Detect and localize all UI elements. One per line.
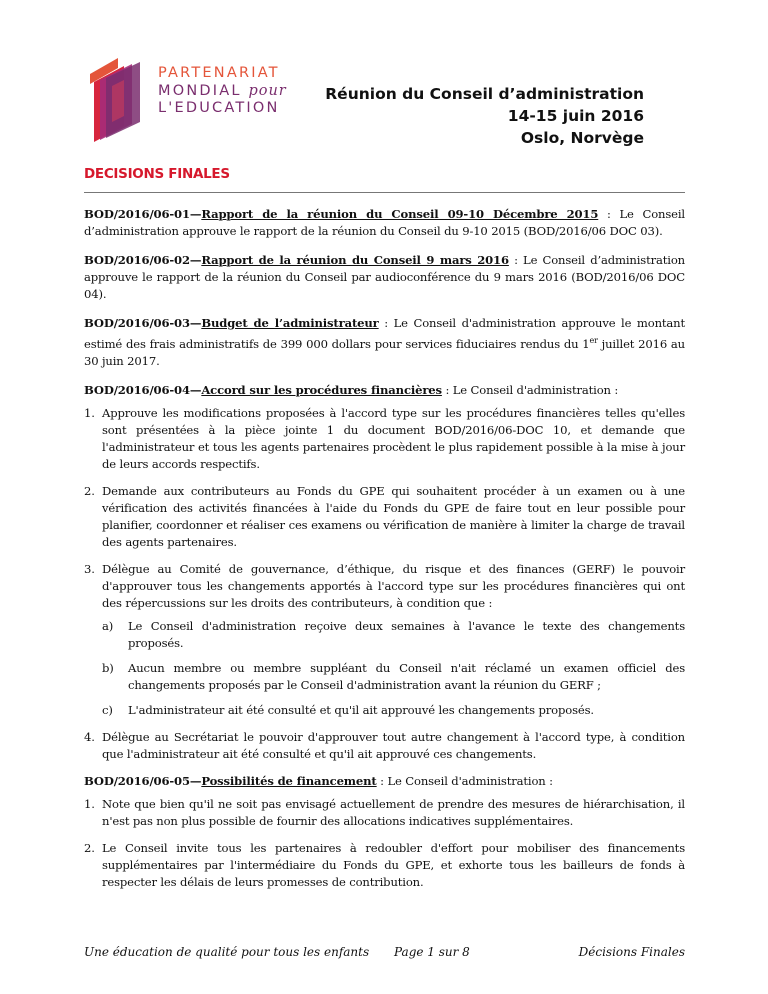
superscript: er <box>589 336 598 345</box>
page-number: Page 1 sur 8 <box>394 945 470 959</box>
decision-text: : Le Conseil d'administration approuve le montant estimé des frais administratifs de 399 000 dollars pour services fiduciaires rendus du 1 <box>84 316 685 351</box>
logo-line-3: L'EDUCATION <box>158 100 280 116</box>
decision-01 <box>84 206 685 240</box>
list-item: 2. Le Conseil invite tous les partenaires à redoubler d'effort pour mobiliser des financements supplémentaires par l'intermédiaire du Fonds du GPE, et exhorte tous les bailleurs de fonds à respecter les délais de leurs promesses de contribution. <box>84 840 685 889</box>
decision-text: : Le Conseil d'administration : <box>376 773 553 788</box>
meeting-title: Réunion du Conseil d’administration <box>325 85 644 103</box>
footer-left: Une éducation de qualité pour tous les enfants <box>84 945 370 959</box>
decision-05 <box>84 773 685 790</box>
book-logo-icon <box>84 56 156 146</box>
list-item: 2. Demande aux contributeurs au Fonds du GPE qui souhaitent procéder à un examen ou à une vérification des activités financées à l'aide du Fonds du GPE de faire tout en leur possible pour planifier, coordonner et réaliser ces examens ou vérification de manière à limiter la charge de travail des agents partenaires. <box>84 483 685 549</box>
logo-line-1: PARTENARIAT <box>158 65 280 81</box>
decision-title: Rapport de la réunion du Conseil 9 mars 2016 <box>201 253 509 267</box>
decision-text: : Le Conseil d'administration : <box>441 382 619 397</box>
gpe-logo <box>84 56 294 146</box>
decision-text: : Le Conseil d’administration approuve le rapport de la réunion du Conseil par audioconférence du 9 mars 2016 (BOD/2016/06 DOC 04). <box>84 253 685 301</box>
decision-text: : Le Conseil d’administration approuve le rapport de la réunion du Conseil du 9-10 2015 (BOD/2016/06 DOC 03). <box>84 207 685 238</box>
decision-title: Accord sur les procédures financières <box>201 382 442 397</box>
decisions-body <box>84 206 685 901</box>
sub-list-item: b) Aucun membre ou membre suppléant du Conseil n'ait réclamé un examen officiel des changements proposés par le Conseil d'administration avant la réunion du GERF ; <box>102 660 685 692</box>
decision-02 <box>84 252 685 303</box>
list-item: 4. Délègue au Secrétariat le pouvoir d'approuver tout autre changement à l'accord type, à condition que l'administrateur ait été consulté et qu'il ait approuvé ces changements. <box>84 729 685 761</box>
sub-list-item: c) L'administrateur ait été consulté et qu'il ait approuvé les changements proposés. <box>102 702 594 717</box>
decision-title: Budget de l’administrateur <box>201 316 379 330</box>
section-title: DECISIONS FINALES <box>84 166 230 182</box>
decision-code: BOD/2016/06-05— <box>84 773 202 788</box>
divider <box>84 192 685 193</box>
decision-04 <box>84 382 685 399</box>
decision-04-list <box>84 405 685 763</box>
logo-line-2: MONDIAL pour <box>158 82 287 99</box>
decision-title: Possibilités de financement <box>201 773 377 788</box>
meeting-header <box>325 83 644 149</box>
meeting-dates: 14-15 juin 2016 <box>507 107 644 125</box>
decision-title: Rapport de la réunion du Conseil 09-10 Décembre 2015 <box>201 207 599 221</box>
sub-list <box>102 618 685 719</box>
decision-code: BOD/2016/06-02— <box>84 253 202 267</box>
decision-code: BOD/2016/06-04— <box>84 382 202 397</box>
decision-05-list <box>84 796 685 891</box>
sub-list-item: a) Le Conseil d'administration reçoive deux semaines à l'avance le texte des changements proposés. <box>102 618 685 650</box>
decision-code: BOD/2016/06-01— <box>84 207 202 221</box>
list-item: 3. Délègue au Comité de gouvernance, d’éthique, du risque et des finances (GERF) le pouvoir d'approuver tous les changements apportés à l'accord type sur les procédures financières qui ont des répercussions sur les droits des contributeurs, à condition que : a) Le Conseil d'administration reçoive deux semaines à l'avance le texte des changements proposés. b) Aucun membre ou membre suppléant du Conseil n'ait réclamé un examen officiel des changements proposés par le Conseil d'administration avant la réunion du GERF ; c) L'administrateur ait été consulté et qu'il ait approuvé les changements proposés. <box>84 561 685 717</box>
decision-text-end: juillet 2016 au 30 juin 2017. <box>84 336 685 368</box>
meeting-place: Oslo, Norvège <box>520 129 644 147</box>
footer-right: Décisions Finales <box>578 945 685 959</box>
list-item: 1. Approuve les modifications proposées à l'accord type sur les procédures financières telles qu'elles sont présentées à la pièce jointe 1 du document BOD/2016/06-DOC 10, et demande que l'administrateur et tous les agents partenaires procèdent le plus rapidement possible à la mise à jour de leurs accords respectifs. <box>84 405 685 471</box>
decision-03 <box>84 315 685 370</box>
list-item: 1. Note que bien qu'il ne soit pas envisagé actuellement de prendre des mesures de hiérarchisation, il n'est pas non plus possible de fournir des allocations indicatives supplémentaires. <box>84 796 685 828</box>
decision-code: BOD/2016/06-03— <box>84 316 202 330</box>
